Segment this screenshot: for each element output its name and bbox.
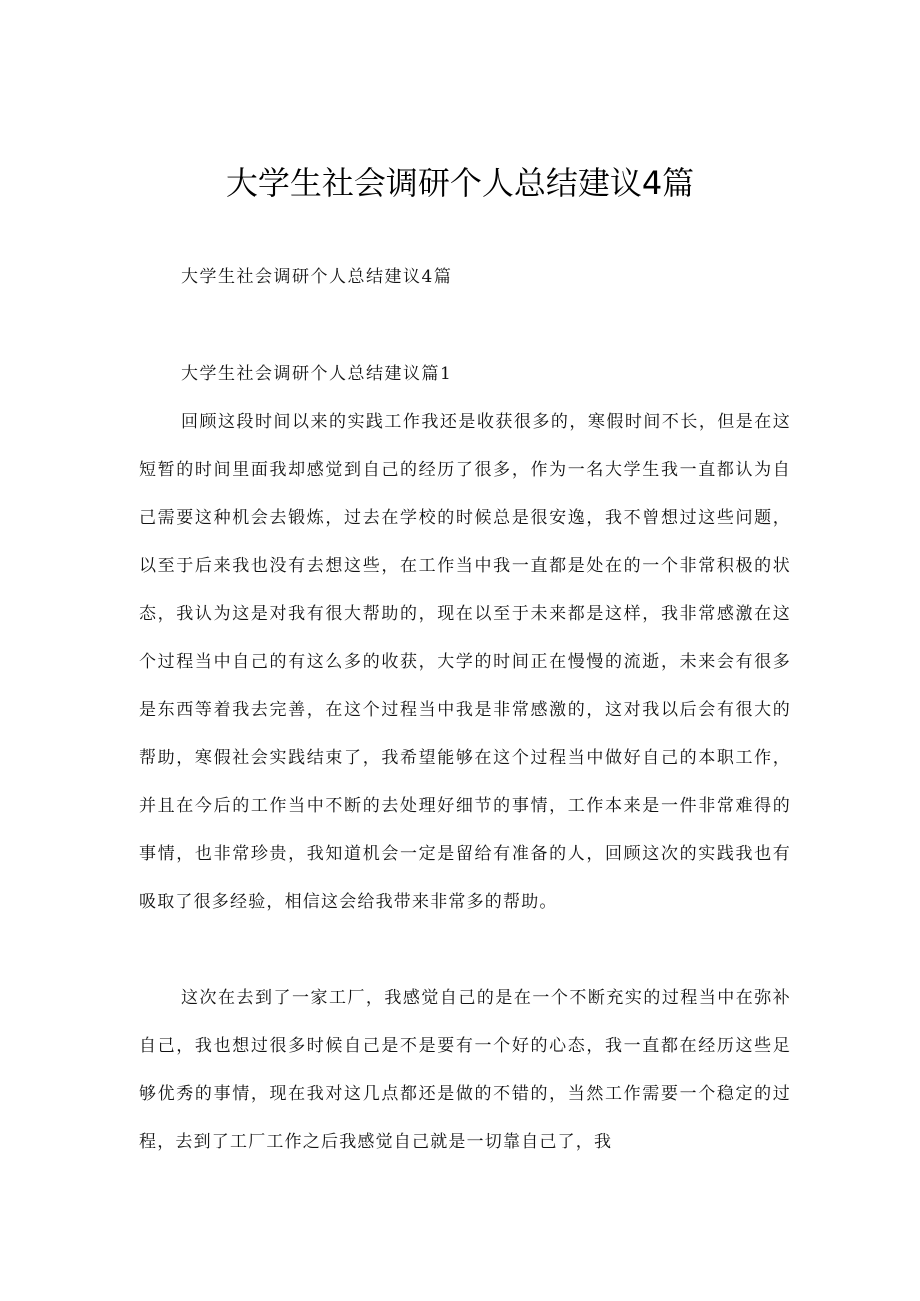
document-title: 大学生社会调研个人总结建议4篇: [225, 164, 695, 202]
body-paragraph: 这次在去到了一家工厂，我感觉自己的是在一个不断充实的过程当中在弥补自己，我也想过很多时候自己是不是要有一个好的心态，我一直都在经历这些足够优秀的事情，现在我对这几点都还是做的不错的，当然工作需要一个稳定的过程，去到了工厂工作之后我感觉自己就是一切靠自己了，我: [139, 988, 791, 1152]
section-heading: 大学生社会调研个人总结建议篇1: [181, 364, 453, 384]
body-paragraph: 回顾这段时间以来的实践工作我还是收获很多的，寒假时间不长，但是在这短暂的时间里面我却感觉到自己的经历了很多，作为一名大学生我一直都认为自己需要这种机会去锻炼，过去在学校的时候总是很安逸，我不曾想过这些问题，以至于后来我也没有去想这些，在工作当中我一直都是处在的一个非常积极的状态，我认为这是对我有很大帮助的，现在以至于未来都是这样，我非常感激在这个过程当中自己的有这么多的收获，大学的时间正在慢慢的流逝，未来会有很多是东西等着我去完善，在这个过程当中我是非常感激的，这对我以后会有很大的帮助，寒假社会实践结束了，我希望能够在这个过程当中做好自己的本职工作，并且在今后的工作当中不断的去处理好细节的事情，工作本来是一件非常难得的事情，也非常珍贵，我知道机会一定是留给有准备的人，回顾这次的实践我也有吸取了很多经验，相信这会给我带来非常多的帮助。: [139, 412, 791, 912]
document-subtitle: 大学生社会调研个人总结建议4篇: [181, 267, 453, 287]
